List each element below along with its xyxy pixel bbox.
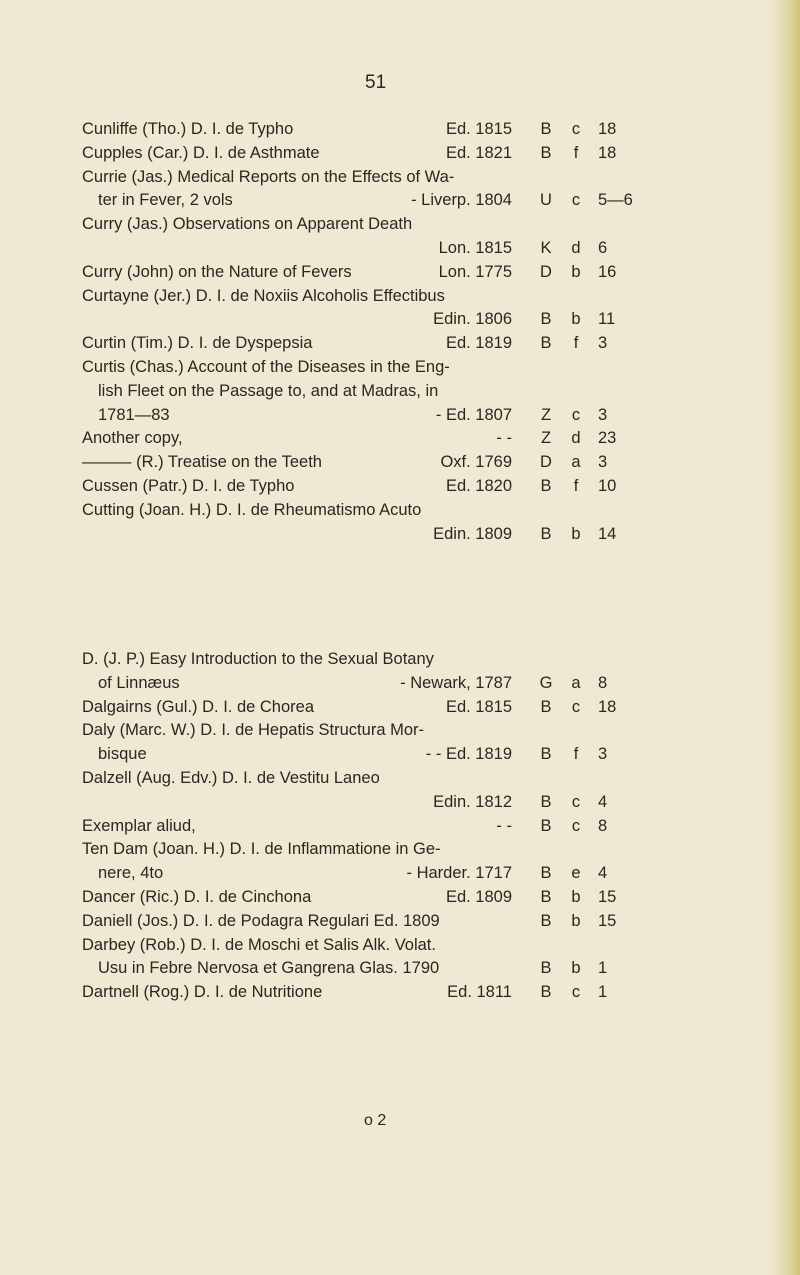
imprint: Ed. 1809 xyxy=(445,888,512,906)
catalogue-row xyxy=(0,909,760,933)
press-mark: B xyxy=(540,334,552,353)
item-number: 14 xyxy=(598,524,617,543)
item-number: 8 xyxy=(598,673,608,692)
catalogue-row xyxy=(0,331,760,355)
item-number: 11 xyxy=(598,310,616,329)
catalogue-row xyxy=(0,814,760,838)
catalogue-row xyxy=(0,379,760,403)
shelf-mark: b xyxy=(571,959,581,978)
item-number: 8 xyxy=(598,816,608,835)
entry-text: bisque xyxy=(98,745,147,764)
press-mark: B xyxy=(540,959,552,978)
catalogue-row xyxy=(0,766,760,790)
imprint: Ed. 1815 xyxy=(445,697,512,716)
shelf-mark: b xyxy=(571,262,581,281)
imprint: Ed. 1819 xyxy=(445,334,512,353)
catalogue-row xyxy=(0,165,760,189)
entry-text: ——— (R.) Treatise on the Teeth xyxy=(82,453,322,472)
imprint: Ed. 1815 xyxy=(445,120,512,138)
entry-text: nere, 4to xyxy=(98,864,164,883)
entry-text: Curtayne (Jer.) D. I. de Noxiis Alcoholis Effectibus xyxy=(82,286,445,305)
imprint: Lon. 1815 xyxy=(438,239,512,257)
entry-text: Cutting (Joan. H.) D. I. de Rheumatismo Acuto xyxy=(82,500,422,519)
entry-text: Dalgairns (Gul.) D. I. de Chorea xyxy=(82,697,315,716)
item-number: 3 xyxy=(598,405,608,424)
shelf-mark: b xyxy=(571,888,581,906)
catalogue-row xyxy=(0,212,760,236)
catalogue-row xyxy=(0,956,760,980)
press-mark: B xyxy=(540,792,552,811)
catalogue-row xyxy=(0,236,760,260)
entry-text: Daly (Marc. W.) D. I. de Hepatis Structura Mor- xyxy=(82,721,424,740)
catalogue-row xyxy=(0,647,760,671)
imprint: - - Ed. 1819 xyxy=(425,745,512,764)
catalogue-row xyxy=(0,450,760,474)
shelf-mark: a xyxy=(571,453,581,472)
shelf-mark: c xyxy=(571,405,581,424)
catalogue-row xyxy=(0,188,760,212)
catalogue-row xyxy=(0,474,760,498)
imprint: - Newark, 1787 xyxy=(400,673,512,692)
entry-text: Dalzell (Aug. Edv.) D. I. de Vestitu Laneo xyxy=(82,769,380,787)
catalogue-row xyxy=(0,307,760,331)
press-mark: B xyxy=(540,524,552,543)
catalogue-row xyxy=(0,522,760,546)
entry-text: ter in Fever, 2 vols xyxy=(98,191,233,210)
imprint: - - xyxy=(496,816,512,835)
entry-text: Dancer (Ric.) D. I. de Cinchona xyxy=(82,888,312,906)
press-mark: B xyxy=(540,477,552,495)
catalogue-row xyxy=(0,718,760,742)
shelf-mark: c xyxy=(571,120,581,138)
entry-text: Dartnell (Rog.) D. I. de Nutritione xyxy=(82,983,323,1002)
imprint: - - xyxy=(496,429,512,448)
press-mark: U xyxy=(540,191,552,210)
entry-text: Exemplar aliud, xyxy=(82,816,196,835)
item-number: 23 xyxy=(598,429,617,448)
shelf-mark: b xyxy=(571,310,581,329)
entry-text: Darbey (Rob.) D. I. de Moschi et Salis Alk. Volat. xyxy=(82,935,436,954)
shelf-mark: f xyxy=(573,477,579,495)
shelf-mark: d xyxy=(571,429,581,448)
press-mark: B xyxy=(540,697,552,716)
entry-text: Another copy, xyxy=(82,429,183,448)
press-mark: B xyxy=(540,745,552,764)
item-number: 15 xyxy=(598,888,617,906)
imprint: - Ed. 1807 xyxy=(435,405,512,424)
catalogue-row xyxy=(0,837,760,861)
catalogue-row xyxy=(0,980,760,1004)
item-number: 16 xyxy=(598,262,617,281)
shelf-mark: f xyxy=(573,143,579,162)
press-mark: B xyxy=(540,310,552,329)
item-number: 1 xyxy=(598,959,608,978)
catalogue-row xyxy=(0,426,760,450)
press-mark: B xyxy=(540,888,552,906)
catalogue-row xyxy=(0,671,760,695)
shelf-mark: c xyxy=(571,792,581,811)
page-number: 51 xyxy=(365,72,387,93)
catalogue-row xyxy=(0,695,760,719)
imprint: Ed. 1820 xyxy=(445,477,512,495)
shelf-mark: f xyxy=(573,334,579,353)
item-number: 3 xyxy=(598,453,608,472)
shelf-mark: c xyxy=(571,191,581,210)
shelf-mark: b xyxy=(571,911,581,930)
item-number: 10 xyxy=(598,477,617,495)
catalogue-row xyxy=(0,861,760,885)
shelf-mark: c xyxy=(571,983,581,1002)
signature-mark: o 2 xyxy=(364,1112,387,1129)
press-mark: B xyxy=(540,816,552,835)
press-mark: B xyxy=(540,911,552,930)
catalogue-row xyxy=(0,403,760,427)
entry-text: Currie (Jas.) Medical Reports on the Effects of Wa- xyxy=(82,167,455,186)
imprint: Lon. 1775 xyxy=(438,262,512,281)
entry-text: 1781—83 xyxy=(98,405,170,424)
entry-text: D. (J. P.) Easy Introduction to the Sexual Botany xyxy=(82,650,434,668)
imprint: Edin. 1806 xyxy=(433,310,512,329)
catalogue-row xyxy=(0,117,760,141)
shelf-mark: c xyxy=(571,697,581,716)
catalogue-row xyxy=(0,355,760,379)
press-mark: B xyxy=(540,120,552,138)
press-mark: D xyxy=(540,453,552,472)
entry-text: of Linnæus xyxy=(98,673,180,692)
entry-text: Curtis (Chas.) Account of the Diseases in the Eng- xyxy=(82,358,450,376)
imprint: Ed. 1811 xyxy=(447,983,512,1002)
shelf-mark: d xyxy=(571,239,581,257)
item-number: 4 xyxy=(598,792,608,811)
item-number: 18 xyxy=(598,697,617,716)
press-mark: Z xyxy=(540,429,552,448)
shelf-mark: a xyxy=(571,673,581,692)
page-edge-shadow xyxy=(770,0,800,1275)
press-mark: B xyxy=(540,864,552,883)
entry-text: Curry (Jas.) Observations on Apparent Death xyxy=(82,215,413,234)
entry-text: Ten Dam (Joan. H.) D. I. de Inflammatione in Ge- xyxy=(82,840,441,859)
press-mark: K xyxy=(540,239,552,257)
entry-text: Cunliffe (Tho.) D. I. de Typho xyxy=(82,120,294,138)
catalogue-row xyxy=(0,141,760,165)
catalogue-row xyxy=(0,933,760,957)
imprint: - Harder. 1717 xyxy=(406,864,512,883)
entry-text: lish Fleet on the Passage to, and at Madras, in xyxy=(98,381,439,400)
catalogue-row xyxy=(0,498,760,522)
item-number: 3 xyxy=(598,745,608,764)
item-number: 3 xyxy=(598,334,608,353)
press-mark: B xyxy=(540,143,552,162)
entry-text: Cupples (Car.) D. I. de Asthmate xyxy=(82,143,320,162)
press-mark: G xyxy=(539,673,553,692)
shelf-mark: f xyxy=(573,745,579,764)
shelf-mark: e xyxy=(571,864,581,883)
shelf-mark: c xyxy=(571,816,581,835)
catalogue-row xyxy=(0,260,760,284)
imprint: Oxf. 1769 xyxy=(440,453,512,472)
item-number: 4 xyxy=(598,864,608,883)
item-number: 5—6 xyxy=(598,191,633,210)
press-mark: B xyxy=(540,983,552,1002)
item-number: 6 xyxy=(598,239,608,257)
entry-text: Curry (John) on the Nature of Fevers xyxy=(82,262,352,281)
catalogue-row xyxy=(0,284,760,308)
item-number: 1 xyxy=(598,983,608,1002)
imprint: - Liverp. 1804 xyxy=(411,191,512,210)
imprint: Edin. 1809 xyxy=(433,524,512,543)
entry-text: Curtin (Tim.) D. I. de Dyspepsia xyxy=(82,334,313,353)
item-number: 15 xyxy=(598,911,617,930)
press-mark: D xyxy=(540,262,552,281)
entry-text: Cussen (Patr.) D. I. de Typho xyxy=(82,477,295,495)
entry-text: Daniell (Jos.) D. I. de Podagra Regulari Ed. 1809 xyxy=(82,911,440,930)
press-mark: Z xyxy=(540,405,552,424)
catalogue-row xyxy=(0,885,760,909)
imprint: Ed. 1821 xyxy=(445,143,512,162)
item-number: 18 xyxy=(598,120,617,138)
entry-text: Usu in Febre Nervosa et Gangrena Glas. 1790 xyxy=(98,959,440,978)
catalogue-row xyxy=(0,742,760,766)
shelf-mark: b xyxy=(571,524,581,543)
item-number: 18 xyxy=(598,143,617,162)
imprint: Edin. 1812 xyxy=(433,792,512,811)
catalogue-row xyxy=(0,790,760,814)
